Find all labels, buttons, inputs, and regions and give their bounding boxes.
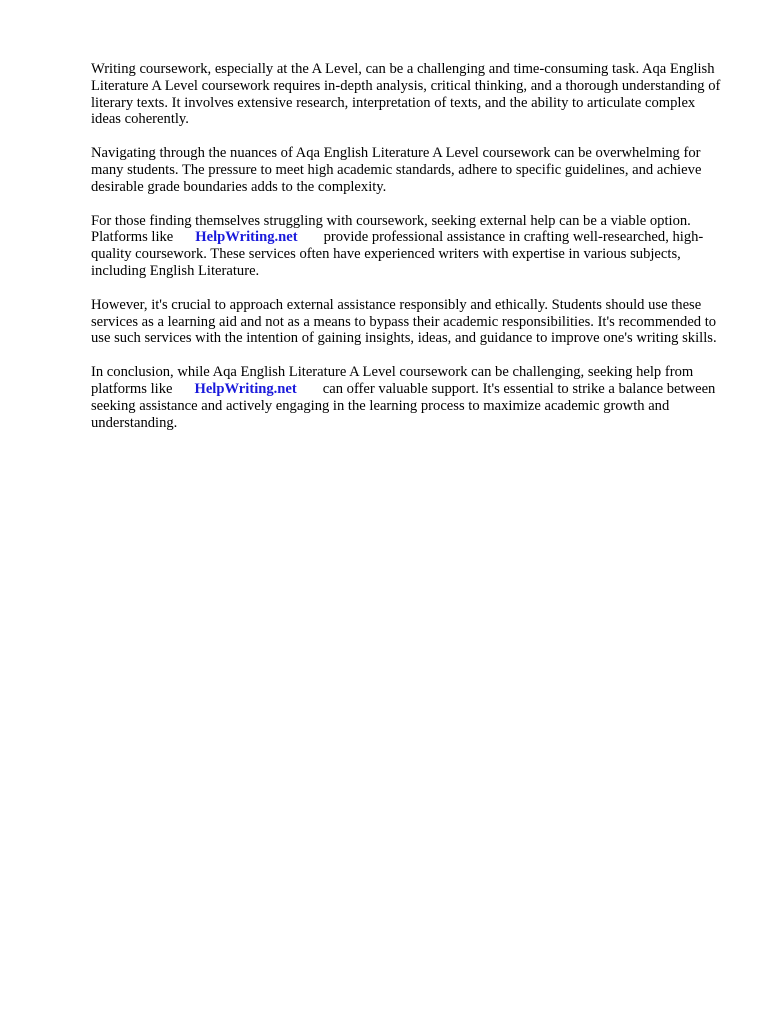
paragraph-text-before-link: For those finding themselves struggling with coursework, seeking external help can be a viable option. Platforms like (91, 212, 691, 246)
paragraph-navigating: Navigating through the nuances of Aqa English Literature A Level coursework can be overwhelming for many students. The pressure to meet high academic standards, adhere to specific guidelines, and achieve desirable grade boundaries adds to the complexity. (91, 145, 702, 195)
paragraph-text-after-link: can offer valuable support. It's essential to strike a balance between seeking assistance and actively engaging in the learning process to maximize academic growth and understanding. (91, 380, 716, 431)
helpwriting-link[interactable]: HelpWriting.net (194, 380, 297, 397)
paragraph-intro: Writing coursework, especially at the A Level, can be a challenging and time-consuming task. Aqa English Literature A Level coursework requires in-depth analysis, critical thinking, and a thorough understanding of literary texts. It involves extensive research, interpretation of texts, and the ability to articulate complex ideas coherently. (91, 61, 721, 128)
helpwriting-link[interactable]: HelpWriting.net (195, 229, 298, 246)
paragraph-text-before-link: In conclusion, while Aqa English Literature A Level coursework can be challenging, seeking help from platforms like (91, 364, 694, 397)
paragraph-text-after-link: provide professional assistance in crafting well-researched, high-quality coursework. These services often have experienced writers with expertise in various subjects, including English Literature. (91, 229, 704, 279)
document-page (91, 61, 727, 448)
paragraph-responsibility: However, it's crucial to approach external assistance responsibly and ethically. Students should use these services as a learning aid and not as a means to bypass their academic responsibilities. It's recommended to use such services with the intention of gaining insights, ideas, and guidance to improve one's writing skills. (91, 296, 717, 347)
paragraph-external-help (91, 213, 727, 280)
paragraph-conclusion (91, 364, 727, 431)
